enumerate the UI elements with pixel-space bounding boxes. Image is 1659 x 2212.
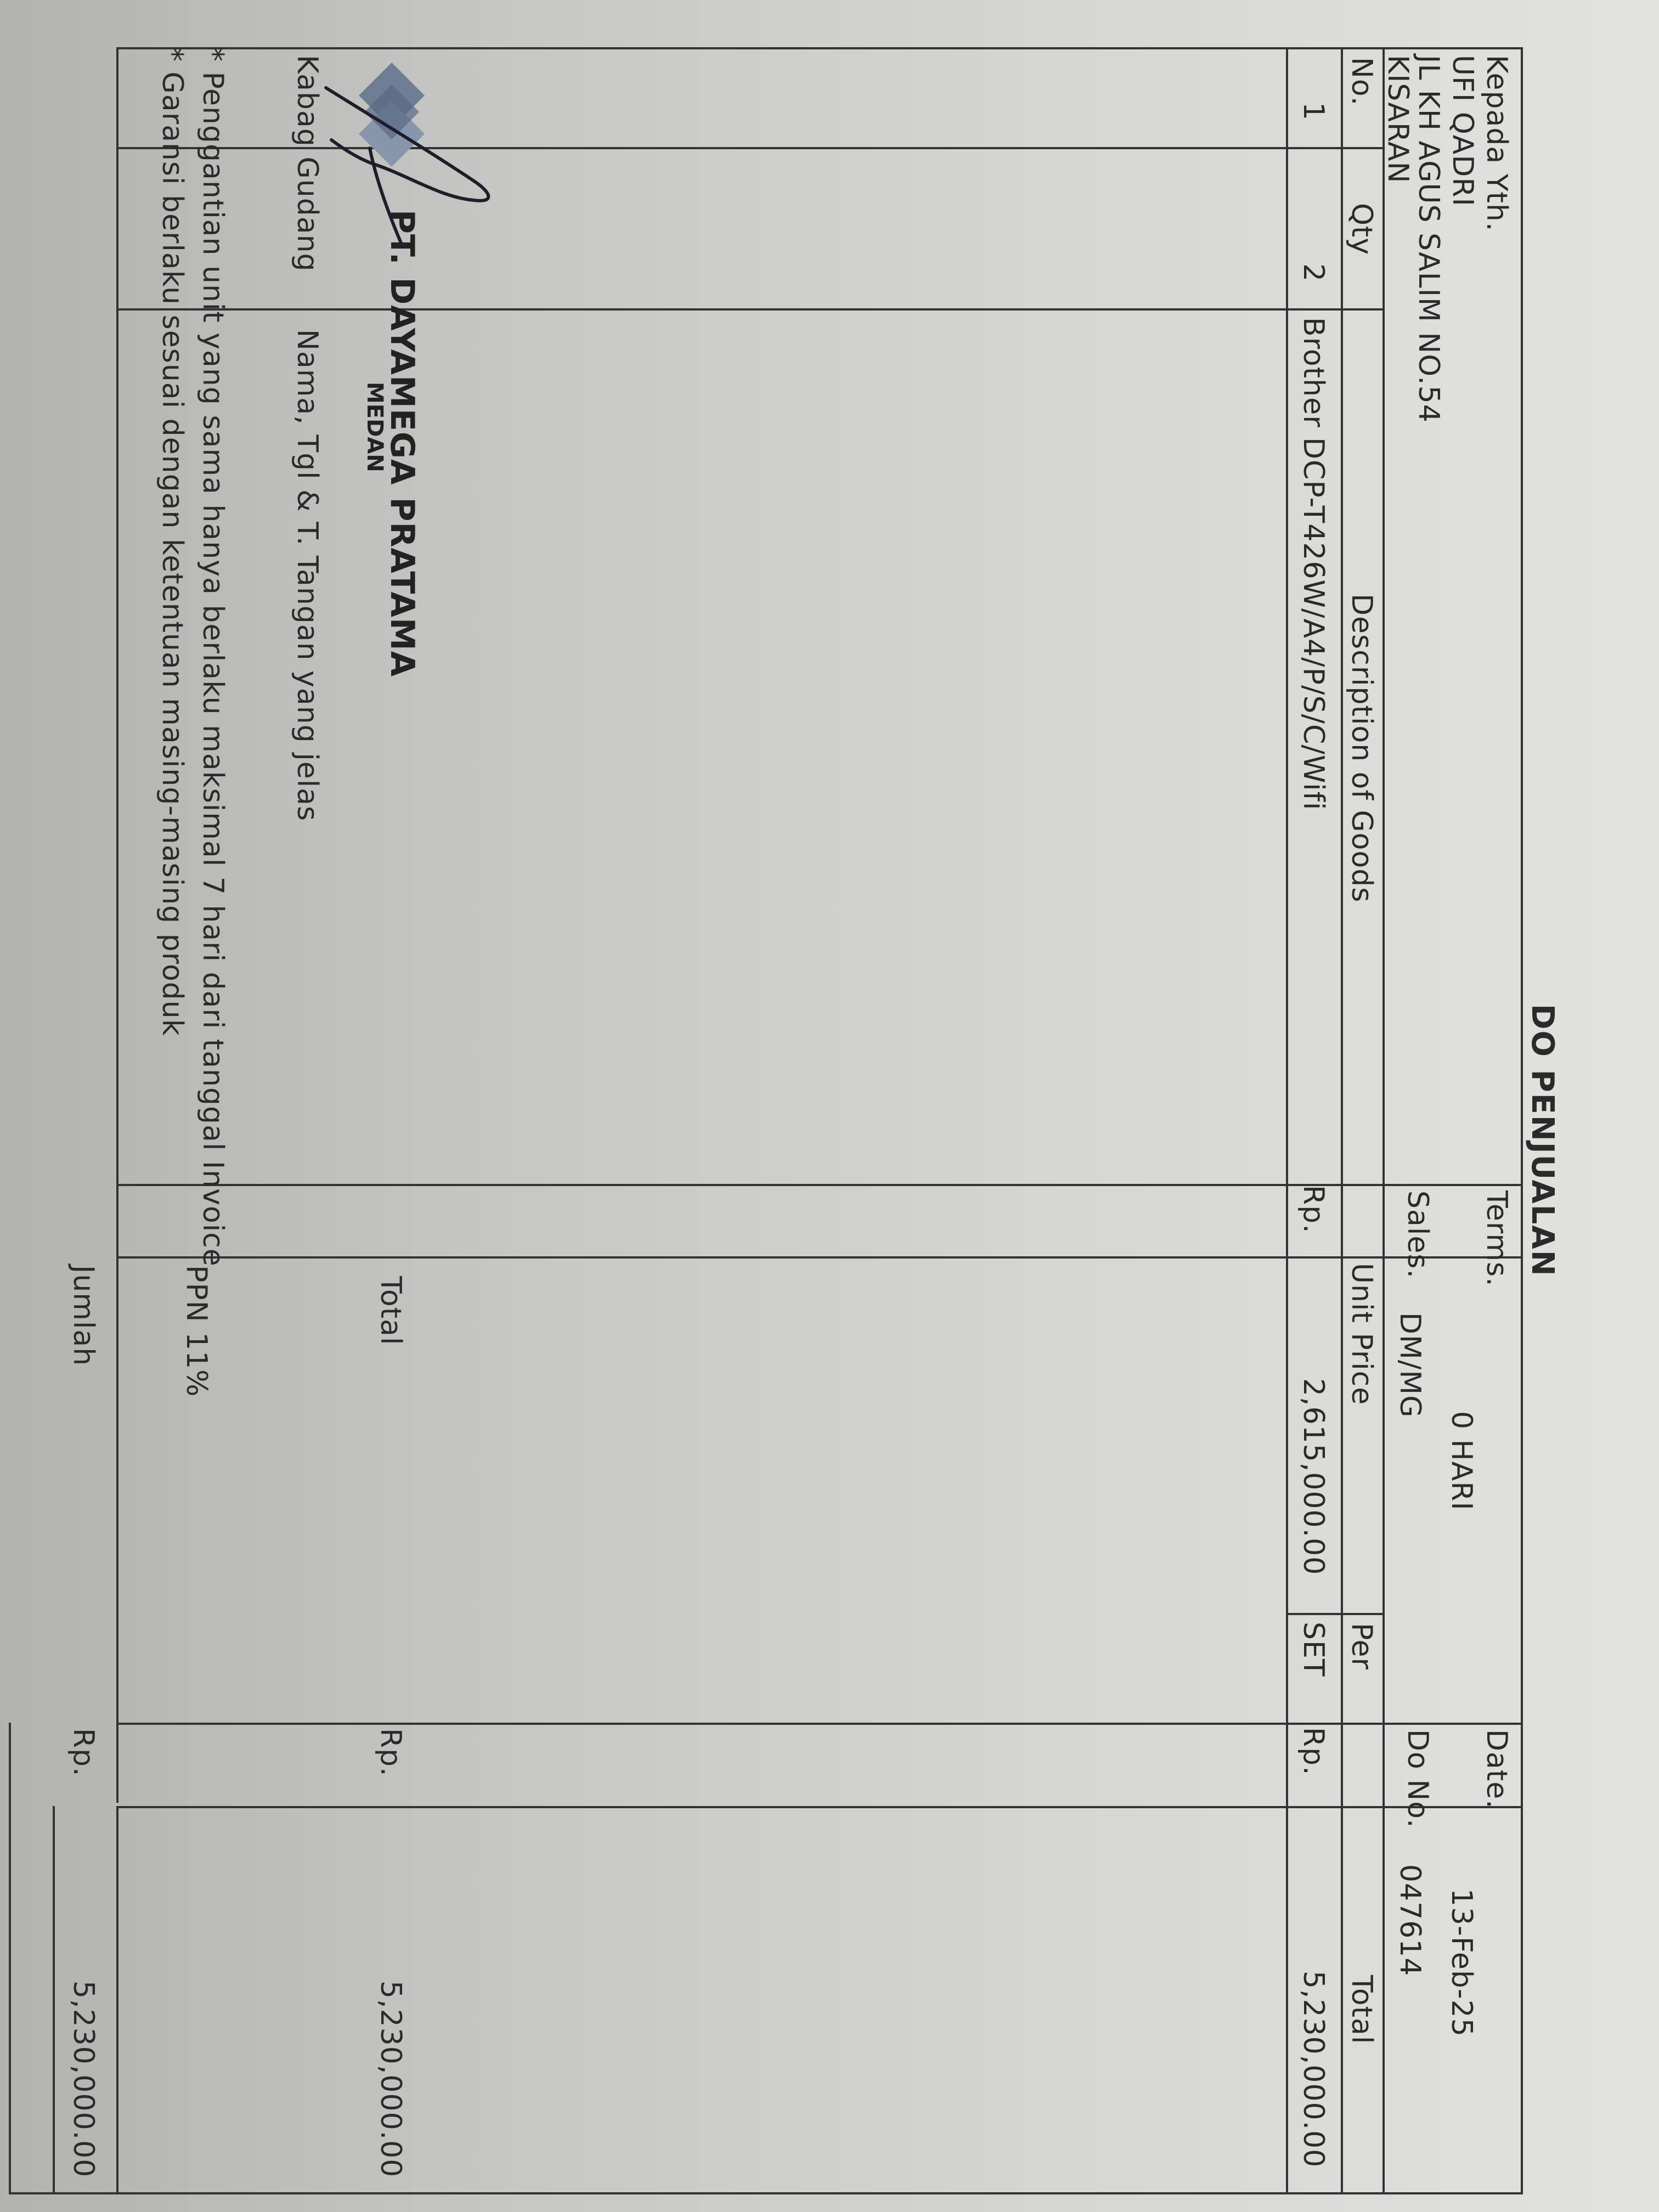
note-2: * Garansi berlaku sesuai dengan ketentuan masing-masing produk (156, 47, 189, 1036)
divider-unitprice (119, 1256, 1523, 1259)
signature-name-hint: Nama, Tgl & T. Tangan yang jelas (291, 329, 324, 822)
summary-line-1 (116, 1806, 119, 2194)
row-description: Brother DCP-T426W/A4/P/S/C/Wifi (1297, 317, 1330, 811)
sales-label: Sales. (1401, 1190, 1434, 1279)
summary-bottom (9, 1723, 11, 2194)
handwritten-signature (320, 66, 507, 274)
summary-right (9, 2192, 119, 2194)
ppn-label: PPN 11% (180, 1265, 213, 1397)
frame-bottom (116, 47, 119, 1803)
date-value: 13-Feb-25 (1445, 1888, 1478, 2037)
row-qty: 2 (1297, 263, 1330, 283)
col-header-qty: Qty (1345, 203, 1378, 256)
col-header-no: No. (1345, 57, 1378, 106)
date-label: Date. (1480, 1729, 1513, 1809)
recipient-label: Kepada Yth. (1480, 55, 1513, 232)
divider-total (119, 1806, 1523, 1808)
frame-left (116, 47, 1523, 49)
company-name: PT. DAYAMEGA PRATAMA (383, 210, 421, 678)
table-row-bottom (1286, 47, 1288, 2194)
col-header-total: Total (1345, 1975, 1378, 2045)
note-1: * Penggantian unit yang sama hanya berlaku maksimal 7 hari dari tanggal Invoice (196, 47, 229, 1267)
row-total: 5,230,000.00 (1297, 1971, 1330, 2168)
total-label: Total (374, 1276, 407, 1346)
col-header-per: Per (1345, 1623, 1378, 1670)
col-sep-per (1288, 1613, 1385, 1615)
document-title: DO PENJUALAN (1525, 1004, 1560, 1277)
terms-value: 0 HARI (1445, 1411, 1478, 1511)
row-no: 1 (1297, 102, 1330, 121)
frame-top (1521, 47, 1523, 2194)
do-number-value: 047614 (1393, 1864, 1426, 1977)
table-header-top (1383, 47, 1385, 2194)
col-header-unit-price: Unit Price (1345, 1263, 1378, 1406)
signature-role: Kabag Gudang (291, 55, 324, 272)
jumlah-value: 5,230,000.00 (67, 1980, 100, 2178)
jumlah-label: Jumlah (67, 1265, 100, 1367)
jumlah-currency: Rp. (67, 1728, 100, 1777)
company-city: MEDAN (362, 382, 387, 472)
do-number-label: Do No. (1401, 1729, 1434, 1829)
table-header-bottom (1341, 47, 1343, 2194)
recipient-address: JL KH AGUS SALIM NO.54 (1412, 55, 1445, 423)
row-currency: Rp. (1297, 1185, 1330, 1234)
recipient-city: KISARAN (1381, 55, 1414, 184)
sales-value: DM/MG (1393, 1312, 1426, 1418)
row-per: SET (1297, 1622, 1330, 1677)
divider-date (119, 1723, 1523, 1725)
terms-label: Terms. (1480, 1190, 1513, 1287)
total-currency: Rp. (374, 1728, 407, 1777)
row-total-currency: Rp. (1297, 1727, 1330, 1776)
col-sep-qty (119, 308, 1385, 311)
recipient-name: UFI QADRI (1446, 55, 1479, 207)
frame-right (119, 2192, 1523, 2194)
row-unit-price: 2,615,000.00 (1297, 1378, 1330, 1576)
summary-line-2 (53, 1806, 55, 2194)
col-header-description: Description of Goods (1345, 594, 1378, 903)
total-value: 5,230,000.00 (374, 1980, 407, 2178)
